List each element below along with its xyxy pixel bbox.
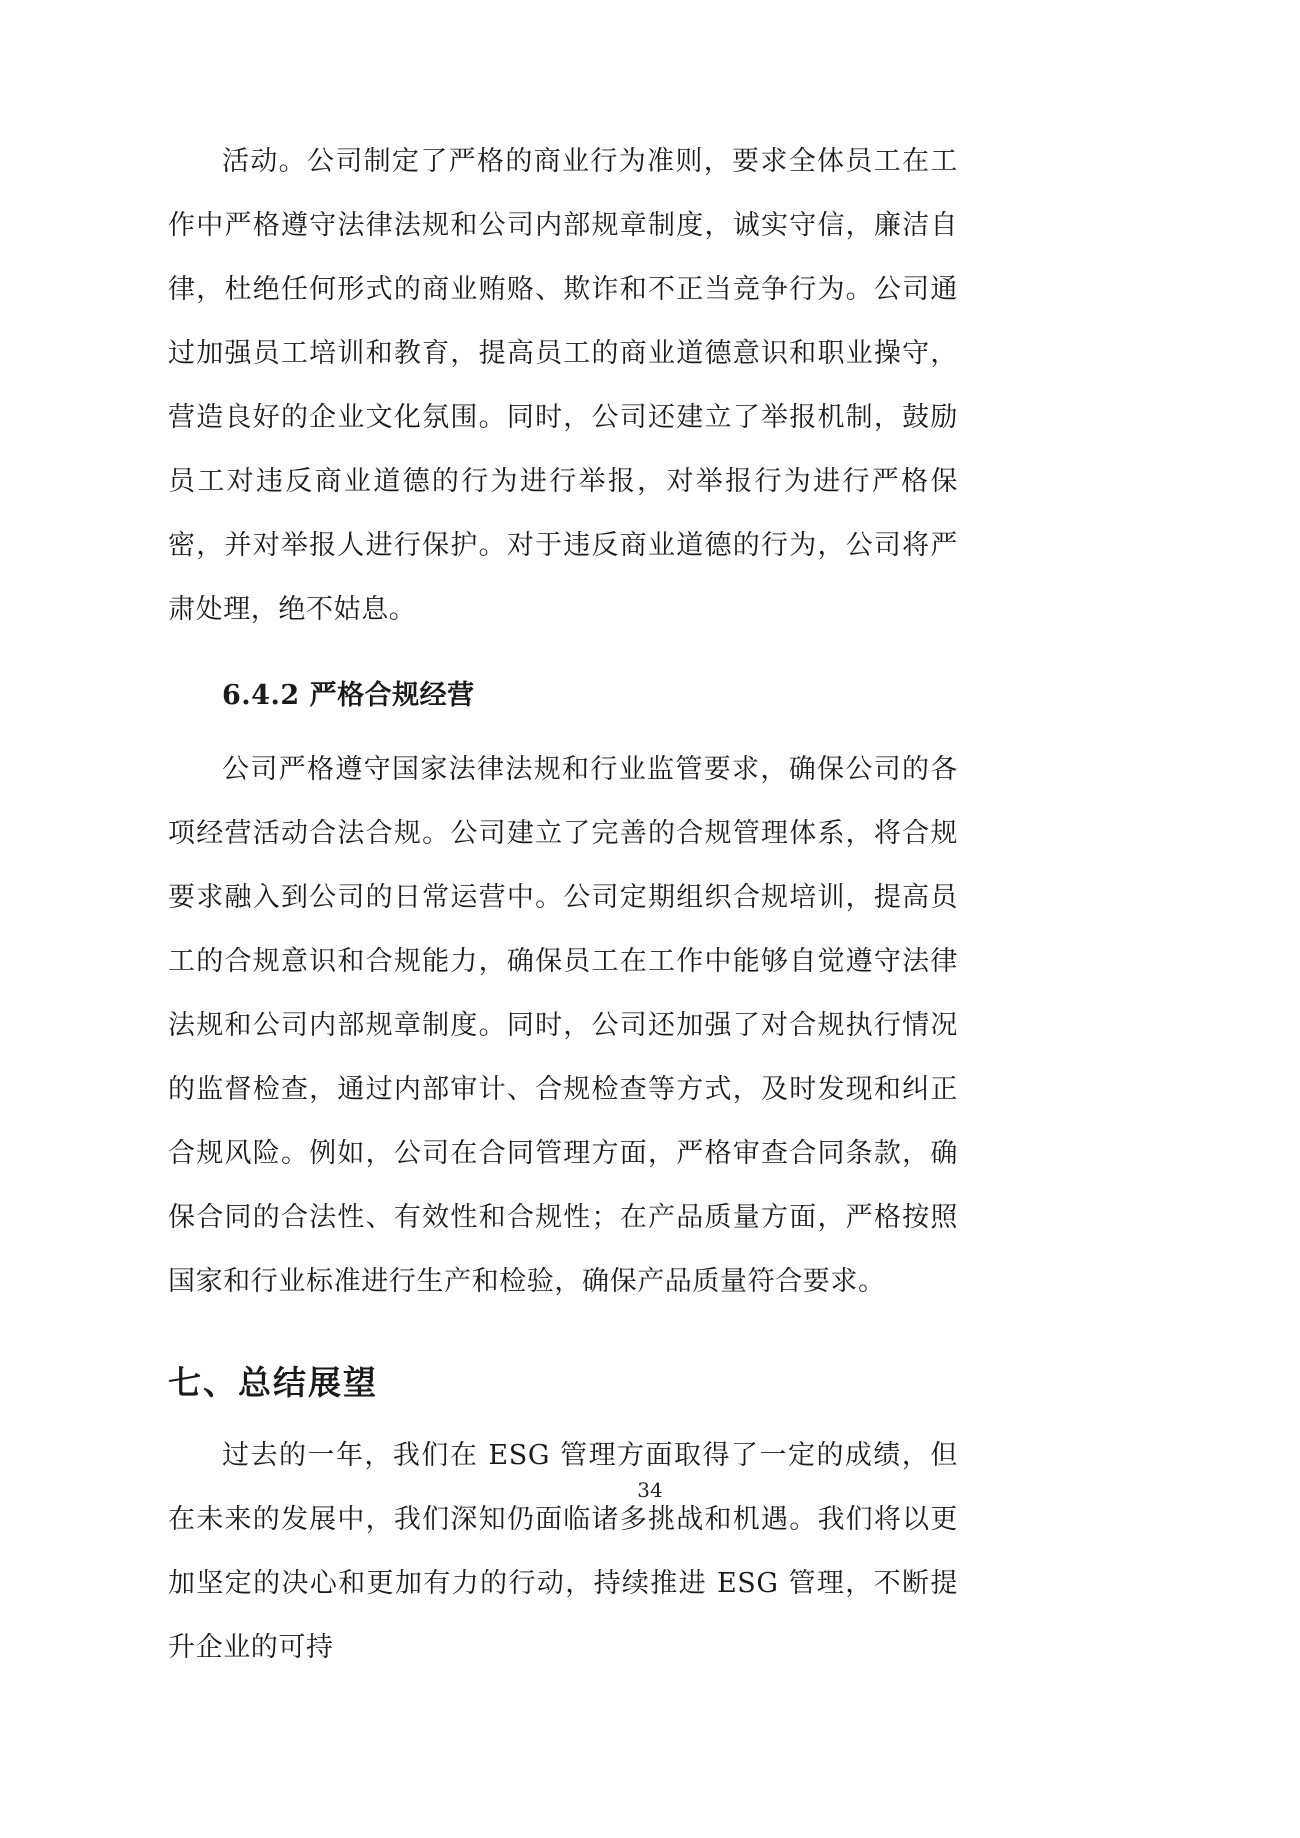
paragraph-compliance-operation: 公司严格遵守国家法律法规和行业监管要求，确保公司的各项经营活动合法合规。公司建立了完善的合规管理体系，将合规要求融入到公司的日常运营中。公司定期组织合规培训，提高员工的合规意识和合规能力，确保员工在工作中能够自觉遵守法律法规和公司内部规章制度。同时，公司还加强了对合规执行情况的监督检查，通过内部审计、合规检查等方式，及时发现和纠正合规风险。例如，公司在合同管理方面，严格审查合同条款，确保合同的合法性、有效性和合规性；在产品质量方面，严格按照国家和行业标准进行生产和检验，确保产品质量符合要求。	[168, 754, 958, 1297]
heading-6-4-2	[168, 664, 958, 728]
heading-6-4-2-number: 6.4.2	[222, 680, 300, 711]
page-number: 34	[637, 1478, 663, 1502]
paragraph-business-ethics-continued: 活动。公司制定了严格的商业行为准则，要求全体员工在工作中严格遵守法律法规和公司内部规章制度，诚实守信，廉洁自律，杜绝任何形式的商业贿赂、欺诈和不正当竞争行为。公司通过加强员工培训和教育，提高员工的商业道德意识和职业操守，营造良好的企业文化氛围。同时，公司还建立了举报机制，鼓励员工对违反商业道德的行为进行举报，对举报行为进行严格保密，并对举报人进行保护。对于违反商业道德的行为，公司将严肃处理，绝不姑息。	[168, 146, 958, 625]
paragraph-summary-outlook: 过去的一年，我们在 ESG 管理方面取得了一定的成绩，但在未来的发展中，我们深知仍面临诸多挑战和机遇。我们将以更加坚定的决心和更加有力的行动，持续推进 ESG 管理，不断提升企业的可持	[168, 1440, 958, 1663]
heading-6-4-2-title: 严格合规经营	[309, 680, 475, 711]
page-content	[168, 130, 958, 1680]
heading-section-seven: 七、总结展望	[168, 1363, 378, 1402]
